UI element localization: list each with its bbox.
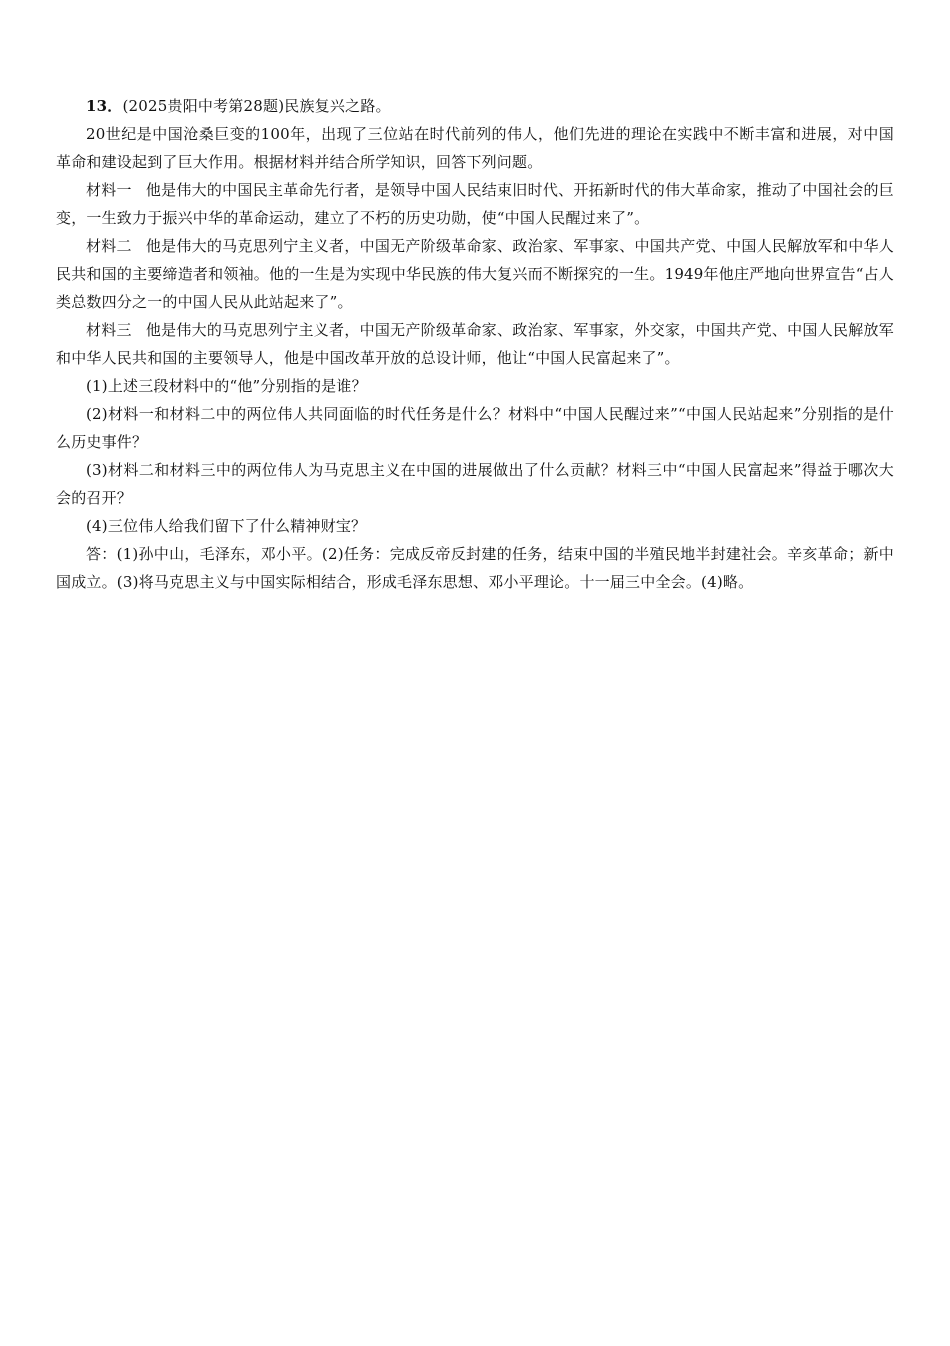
material-one-text: 他是伟大的中国民主革命先行者，是领导中国人民结束旧时代、开拓新时代的伟大革命家，推动了中国社会的巨变，一生致力于振兴中华的革命运动，建立了不朽的历史功勋，使“中国人民醒过来了”。	[56, 181, 894, 227]
answer-text: 答：(1)孙中山，毛泽东，邓小平。(2)任务：完成反帝反封建的任务，结束中国的半殖民地半封建社会。辛亥革命；新中国成立。(3)将马克思主义与中国实际相结合，形成毛泽东思想、邓小平理论。十一届三中全会。(4)略。	[56, 545, 894, 591]
sub-question-3: (3)材料二和材料三中的两位伟人为马克思主义在中国的进展做出了什么贡献？材料三中“中国人民富起来”得益于哪次大会的召开？	[56, 461, 894, 507]
material-one	[56, 176, 894, 232]
material-three-text: 他是伟大的马克思列宁主义者，中国无产阶级革命家、政治家、军事家，外交家，中国共产党、中国人民解放军和中华人民共和国的主要领导人，他是中国改革开放的总设计师，他让“中国人民富起来了”。	[56, 321, 894, 367]
sub-question-1: (1)上述三段材料中的“他”分别指的是谁？	[86, 377, 367, 395]
question-source: (2025贵阳中考第28题)	[122, 97, 285, 115]
question-title: 民族复兴之路。	[284, 97, 391, 115]
material-three	[56, 316, 894, 372]
question-number: 13．	[86, 97, 123, 115]
material-one-label: 材料一	[86, 181, 132, 199]
question-heading	[56, 92, 894, 120]
material-three-label: 材料三	[86, 321, 132, 339]
sub-question-4: (4)三位伟人给我们留下了什么精神财宝？	[86, 517, 367, 535]
question-intro: 20世纪是中国沧桑巨变的100年，出现了三位站在时代前列的伟人，他们先进的理论在实践中不断丰富和进展，对中国革命和建设起到了巨大作用。根据材料并结合所学知识，回答下列问题。	[56, 125, 894, 171]
material-two	[56, 232, 894, 316]
document-page	[56, 92, 894, 596]
material-two-text: 他是伟大的马克思列宁主义者，中国无产阶级革命家、政治家、军事家、中国共产党、中国人民解放军和中华人民共和国的主要缔造者和领袖。他的一生是为实现中华民族的伟大复兴而不断探究的一生。1949年他庄严地向世界宣告“占人类总数四分之一的中国人民从此站起来了”。	[56, 237, 894, 311]
material-two-label: 材料二	[86, 237, 132, 255]
sub-question-2: (2)材料一和材料二中的两位伟人共同面临的时代任务是什么？材料中“中国人民醒过来”“中国人民站起来”分别指的是什么历史事件？	[56, 405, 894, 451]
